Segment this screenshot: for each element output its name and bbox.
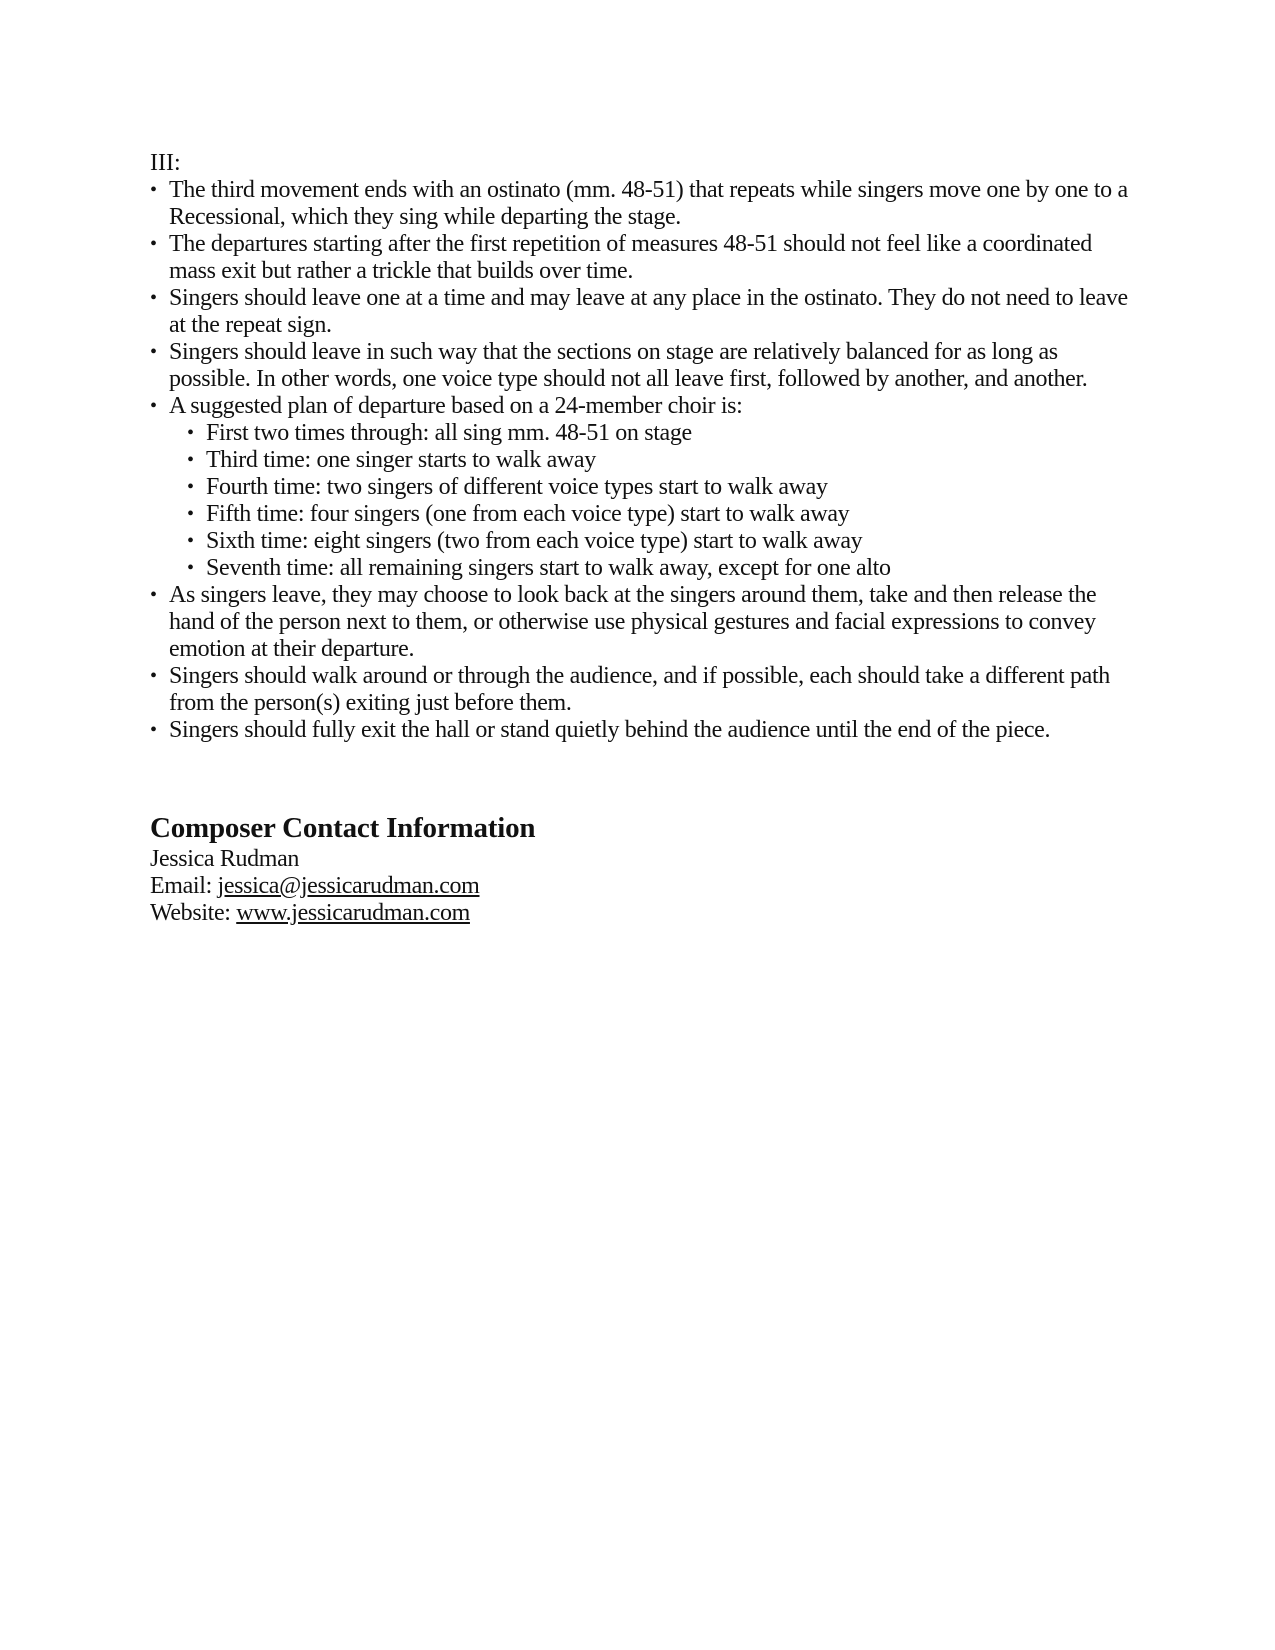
plan-item: • Fifth time: four singers (one from each voice type) start to walk away (187, 501, 1130, 528)
plan-item: • First two times through: all sing mm. 48-51 on stage (187, 420, 1130, 447)
contact-heading: Composer Contact Information (150, 812, 536, 844)
movement-label: III: (150, 150, 181, 176)
website-link[interactable]: www.jessicarudman.com (236, 900, 470, 926)
website-label: Website: (150, 900, 237, 926)
plan-item: • Seventh time: all remaining singers start to walk away, except for one alto (187, 555, 1130, 582)
email-line (150, 873, 1130, 900)
performance-notes-list (150, 177, 1130, 744)
plan-item: • Third time: one singer starts to walk away (187, 447, 1130, 474)
note-item: • Singers should leave in such way that the sections on stage are relatively balanced for as long as possible. In other words, one voice type should not all leave first, followed by another, and another. (150, 339, 1130, 393)
note-item: • The departures starting after the first repetition of measures 48-51 should not feel like a coordinated mass exit but rather a trickle that builds over time. (150, 231, 1130, 285)
email-link[interactable]: jessica@jessicarudman.com (217, 873, 480, 899)
note-item-departure-plan (150, 393, 1130, 582)
departure-plan-list (169, 420, 1130, 582)
composer-contact (150, 812, 1130, 927)
document-page (150, 150, 1130, 927)
composer-name: Jessica Rudman (150, 846, 300, 872)
departure-plan-intro: A suggested plan of departure based on a 24-member choir is: (169, 393, 743, 419)
email-label: Email: (150, 873, 218, 899)
note-item: • The third movement ends with an ostinato (mm. 48-51) that repeats while singers move one by one to a Recessional, which they sing while departing the stage. (150, 177, 1130, 231)
note-item: • Singers should walk around or through the audience, and if possible, each should take a different path from the person(s) exiting just before them. (150, 663, 1130, 717)
website-line (150, 900, 1130, 927)
note-item: • Singers should leave one at a time and may leave at any place in the ostinato. They do not need to leave at the repeat sign. (150, 285, 1130, 339)
plan-item: • Fourth time: two singers of different voice types start to walk away (187, 474, 1130, 501)
note-item: • As singers leave, they may choose to look back at the singers around them, take and then release the hand of the person next to them, or otherwise use physical gestures and facial expressions to convey emotion at their departure. (150, 582, 1130, 663)
note-item: • Singers should fully exit the hall or stand quietly behind the audience until the end of the piece. (150, 717, 1130, 744)
plan-item: • Sixth time: eight singers (two from each voice type) start to walk away (187, 528, 1130, 555)
